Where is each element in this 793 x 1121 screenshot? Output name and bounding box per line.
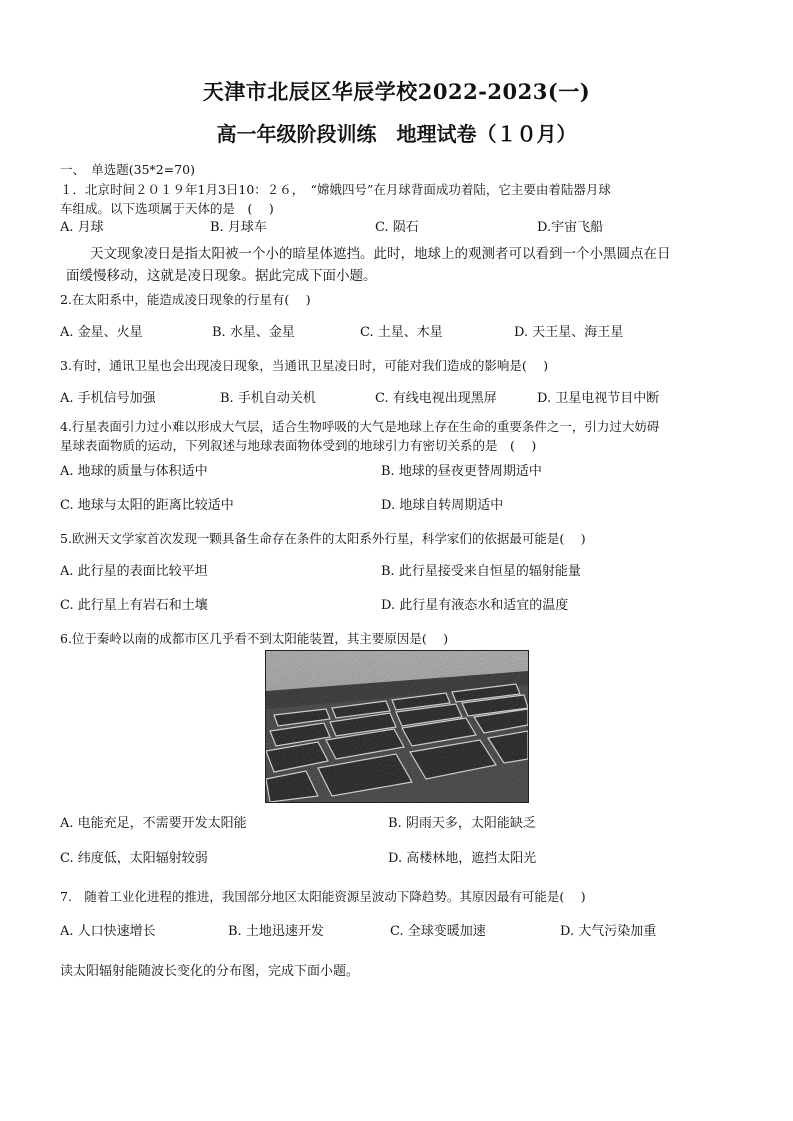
q4-option-a: A. 地球的质量与体积适中 [60,464,208,479]
q5-option-b: B. 此行星接受来自恒星的辐射能量 [381,564,581,579]
passage-line2: 面缓慢移动，这就是凌日现象。据此完成下面小题。 [66,268,377,284]
exam-subtitle: 高一年级阶段训练 地理试卷（１０月） [216,122,577,146]
q6-stem: 6.位于秦岭以南的成都市区几乎看不到太阳能装置，其主要原因是( ) [60,631,449,646]
q7-option-d: D. 大气污染加重 [560,924,657,939]
footer-instruction: 读太阳辐射能随波长变化的分布图，完成下面小题。 [60,964,360,979]
q3-stem: 3.有时，通讯卫星也会出现凌日现象，当通讯卫星凌日时，可能对我们造成的影响是( ) [60,358,549,373]
q1-option-a: A. 月球 [60,220,104,235]
q5-option-a: A. 此行星的表面比较平坦 [60,564,208,579]
q2-option-a: A. 金星、火星 [60,325,143,340]
q4-stem-line1: 4.行星表面引力过小难以形成大气层，适合生物呼吸的大气是地球上存在生命的重要条件之一，引力过大妨碍 [60,419,660,434]
q6-option-b: B. 阴雨天多，太阳能缺乏 [388,816,536,831]
q6-option-d: D. 高楼林地，遮挡太阳光 [388,851,537,866]
q4-option-b: B. 地球的昼夜更替周期适中 [381,464,542,479]
passage-line1: 天文现象凌日是指太阳被一个小的暗星体遮挡。此时，地球上的观测者可以看到一个小黑圆点在日 [90,246,671,262]
q5-option-c: C. 此行星上有岩石和土壤 [60,598,208,613]
q5-option-d: D. 此行星有液态水和适宜的温度 [381,598,569,613]
q4-stem-line2: 星球表面物质的运动，下列叙述与地球表面物体受到的地球引力有密切关系的是 ( ) [60,438,537,453]
q1-option-b: B. 月球车 [210,220,267,235]
q7-stem: 7. 随着工业化进程的推进，我国部分地区太阳能资源呈波动下降趋势。其原因最有可能是( ) [60,889,586,904]
q4-option-c: C. 地球与太阳的距离比较适中 [60,498,234,513]
q3-option-b: B. 手机自动关机 [220,391,316,406]
q7-option-b: B. 土地迅速开发 [228,924,324,939]
solar-panel-photo [265,650,529,803]
section-heading: 一、 单选题(35*2=70) [60,162,195,177]
q3-option-d: D. 卫星电视节目中断 [537,391,660,406]
q4-option-d: D. 地球自转周期适中 [381,498,504,513]
q1-option-d: D.宇宙飞船 [537,220,604,235]
q5-stem: 5.欧洲天文学家首次发现一颗具备生命存在条件的太阳系外行星，科学家们的依据最可能是( ) [60,531,586,546]
q1-option-c: C. 陨石 [375,220,419,235]
q6-option-c: C. 纬度低，太阳辐射较弱 [60,851,208,866]
q7-option-a: A. 人口快速增长 [60,924,156,939]
q2-option-b: B. 水星、金星 [212,325,295,340]
q7-option-c: C. 全球变暖加速 [390,924,486,939]
q3-option-a: A. 手机信号加强 [60,391,156,406]
exam-title: 天津市北辰区华辰学校2022-2023(一) [202,79,591,104]
q6-option-a: A. 电能充足，不需要开发太阳能 [60,816,247,831]
q2-option-c: C. 土星、木星 [360,325,443,340]
q2-stem: 2.在太阳系中，能造成凌日现象的行星有( ) [60,292,311,307]
q3-option-c: C. 有线电视出现黑屏 [375,391,497,406]
q1-stem-line2: 车组成。以下选项属于天体的是 ( ) [60,201,274,216]
q1-stem-line1: １．北京时间２０１９年1月3日10：２６， “嫦娥四号”在月球背面成功着陆，它主要由着陆器月球 [60,182,611,197]
q2-option-d: D. 天王星、海王星 [514,325,624,340]
